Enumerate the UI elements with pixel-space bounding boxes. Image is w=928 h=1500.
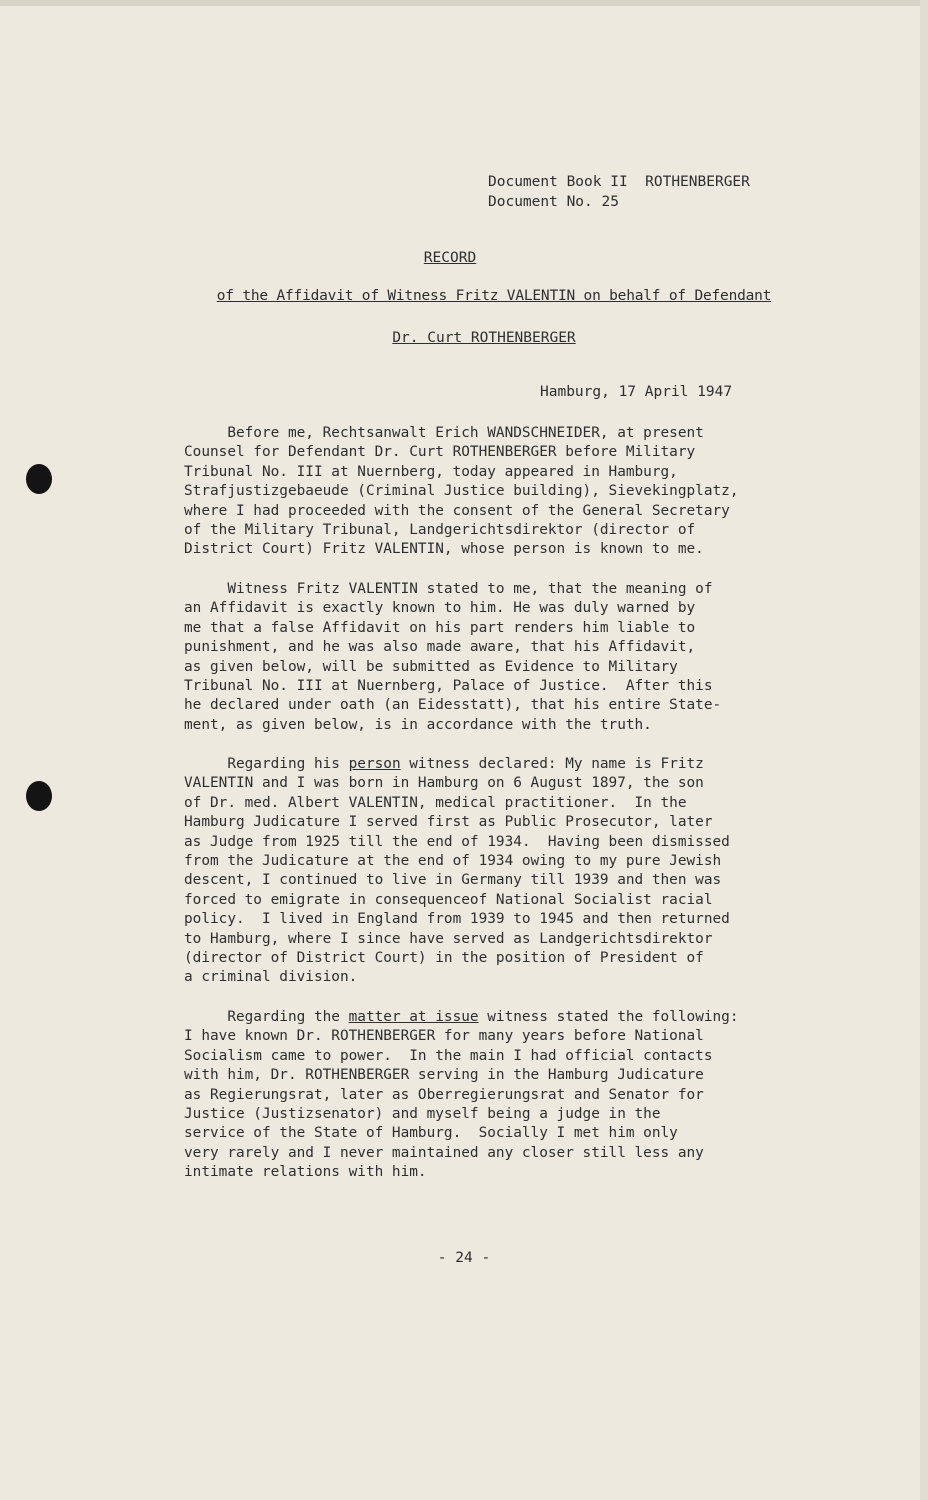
text-segment: Regarding the [184, 1009, 349, 1025]
text-line: policy. I lived in England from 1939 to 1945 and then returned [184, 911, 730, 928]
underlined-term: person [348, 756, 401, 772]
text-line: a criminal division. [184, 969, 358, 986]
text-line: service of the State of Hamburg. Socially I met him only [184, 1125, 678, 1142]
record-heading-text: RECORD [423, 250, 477, 266]
paragraph-oath [184, 580, 804, 735]
text-line: as Judge from 1925 till the end of 1934. Having been dismissed [184, 833, 730, 850]
text-line: Hamburg Judicature I served first as Public Prosecutor, later [184, 814, 713, 831]
affidavit-subtitle-text: of the Affidavit of Witness Fritz VALENTIN on behalf of Defendant [216, 288, 772, 304]
text-line: Socialism came to power. In the main I had official contacts [184, 1047, 713, 1064]
text-line: forced to emigrate in consequenceof National Socialist racial [184, 891, 713, 908]
text-line: punishment, and he was also made aware, that his Affidavit, [184, 639, 696, 656]
text-line: Strafjustizgebaeude (Criminal Justice building), Sievekingplatz, [184, 483, 739, 500]
place-and-date: Hamburg, 17 April 1947 [540, 384, 733, 400]
document-book-line: Document Book II ROTHENBERGER [488, 174, 750, 190]
text-line: as given below, will be submitted as Evidence to Military [184, 658, 678, 675]
text-line: an Affidavit is exactly known to him. He was duly warned by [184, 600, 696, 617]
text-line: where I had proceeded with the consent of the General Secretary [184, 502, 730, 519]
text-segment: witness declared: My name is Fritz [400, 756, 704, 772]
text-line: descent, I continued to live in Germany till 1939 and then was [184, 872, 722, 889]
text-segment: Regarding his [184, 756, 349, 772]
text-line: ment, as given below, is in accordance with the truth. [184, 716, 652, 733]
text-line: Justice (Justizsenator) and myself being a judge in the [184, 1106, 661, 1123]
page-right-edge [920, 0, 928, 1500]
text-line: as Regierungsrat, later as Oberregierungsrat and Senator for [184, 1086, 704, 1103]
punch-hole [26, 781, 52, 811]
underlined-term: matter at issue [348, 1009, 479, 1025]
affidavit-subtitle [30, 288, 928, 304]
text-line: I have known Dr. ROTHENBERGER for many years before National [184, 1028, 704, 1045]
text-line: District Court) Fritz VALENTIN, whose person is known to me. [184, 541, 704, 558]
text-line: me that a false Affidavit on his part renders him liable to [184, 619, 696, 636]
document-reference [488, 172, 750, 212]
defendant-name [20, 330, 928, 346]
paragraph-matter-at-issue [184, 1008, 804, 1183]
page-number: - 24 - [437, 1250, 491, 1266]
text-line [184, 1008, 804, 1027]
text-line: Tribunal No. III at Nuernberg, Palace of Justice. After this [184, 678, 713, 695]
text-line: VALENTIN and I was born in Hamburg on 6 August 1897, the son [184, 775, 704, 792]
text-line: of the Military Tribunal, Landgerichtsdirektor (director of [184, 522, 696, 539]
text-line: from the Judicature at the end of 1934 owing to my pure Jewish [184, 853, 722, 870]
document-number-line: Document No. 25 [488, 194, 619, 210]
text-line: intimate relations with him. [184, 1164, 427, 1181]
text-line: (director of District Court) in the position of President of [184, 950, 704, 967]
text-line: Tribunal No. III at Nuernberg, today appeared in Hamburg, [184, 463, 678, 480]
text-line: Witness Fritz VALENTIN stated to me, that the meaning of [184, 581, 713, 597]
text-line: to Hamburg, where I since have served as Landgerichtsdirektor [184, 930, 713, 947]
text-line: of Dr. med. Albert VALENTIN, medical practitioner. In the [184, 794, 687, 811]
punch-hole [26, 464, 52, 494]
page-top-edge [0, 0, 928, 6]
paragraph-person [184, 755, 804, 988]
text-line [184, 755, 804, 774]
text-segment: witness stated the following: [478, 1009, 739, 1025]
text-line: very rarely and I never maintained any closer still less any [184, 1144, 704, 1161]
text-line: he declared under oath (an Eidesstatt), that his entire State- [184, 697, 722, 714]
text-line: Counsel for Defendant Dr. Curt ROTHENBERGER before Military [184, 444, 696, 461]
text-line: Before me, Rechtsanwalt Erich WANDSCHNEIDER, at present [184, 425, 704, 441]
defendant-name-text: Dr. Curt ROTHENBERGER [392, 330, 576, 346]
text-line: with him, Dr. ROTHENBERGER serving in the Hamburg Judicature [184, 1067, 704, 1084]
paragraph-introduction [184, 424, 804, 560]
record-heading [0, 250, 914, 266]
